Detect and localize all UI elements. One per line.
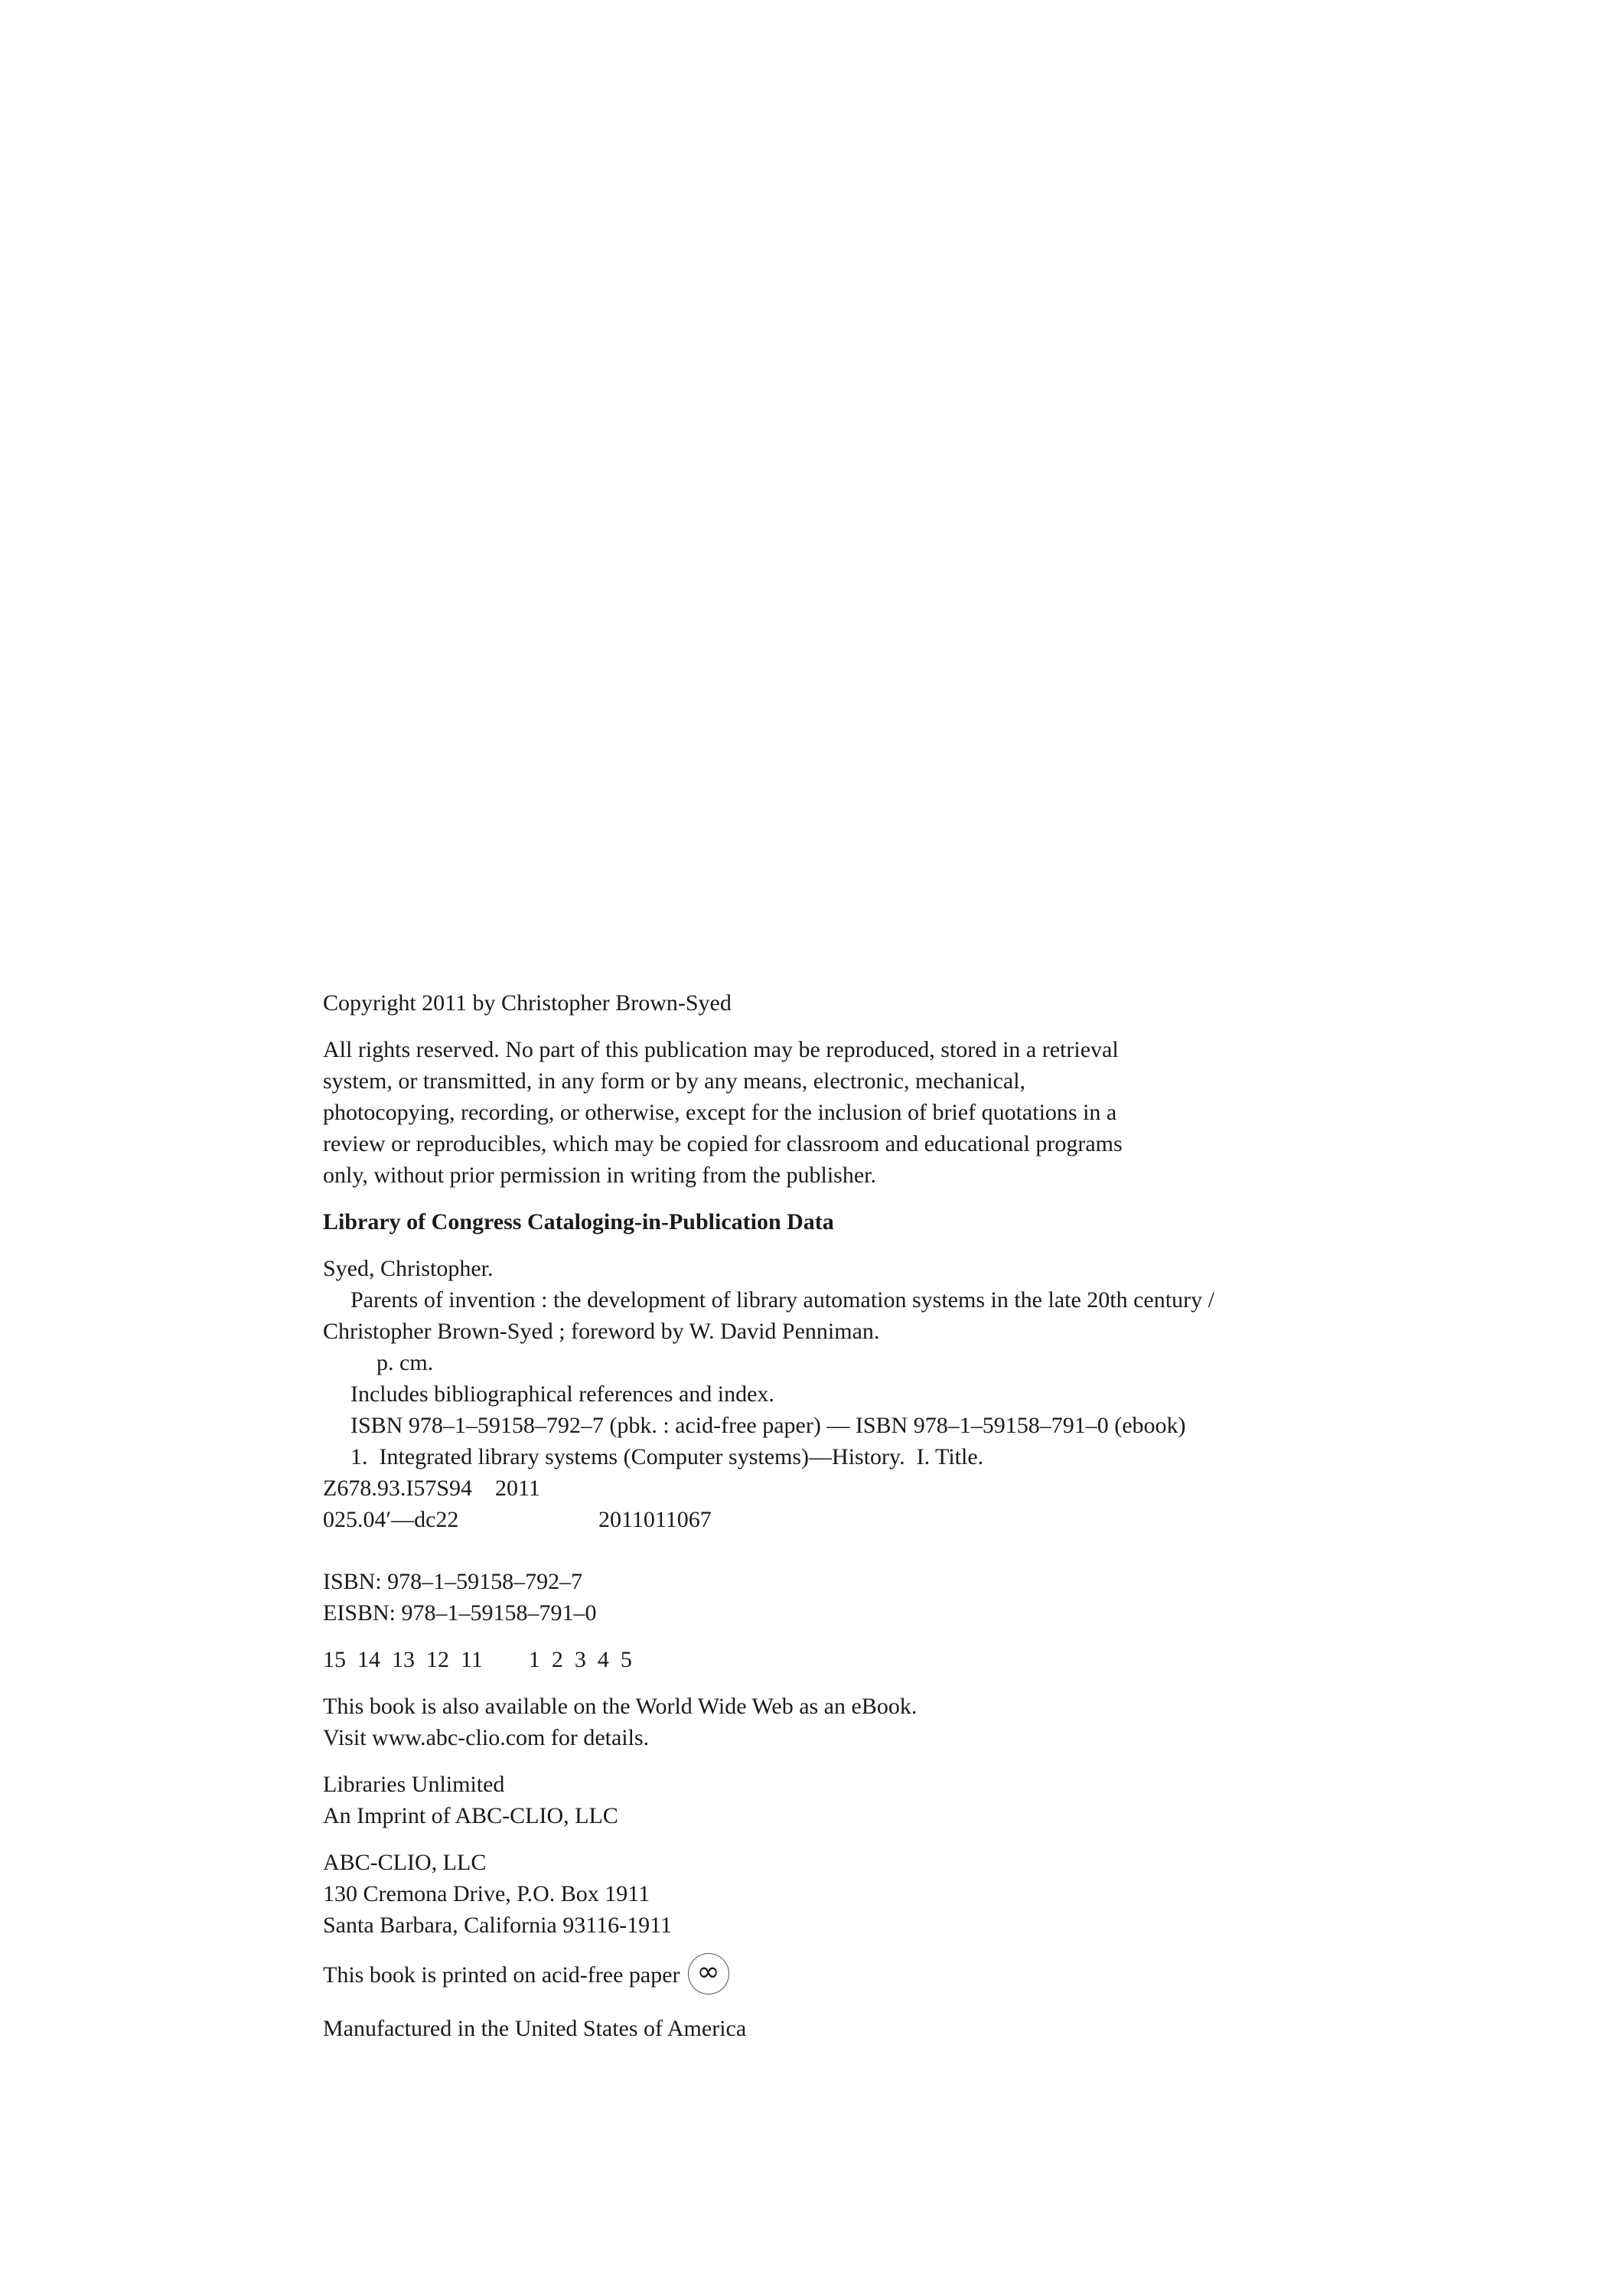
cip-isbn: ISBN 978–1–59158–792–7 (pbk. : acid-free paper) — ISBN 978–1–59158–791–0 (ebook) (350, 1413, 1186, 1438)
rights-line: only, without prior permission in writing from the publisher. (323, 1163, 876, 1188)
imprint-parent: An Imprint of ABC-CLIO, LLC (323, 1803, 618, 1828)
cip-author: Syed, Christopher. (323, 1256, 494, 1281)
publisher-city: Santa Barbara, California 93116-1911 (323, 1913, 672, 1938)
rights-line: review or reproducibles, which may be copied for classroom and educational programs (323, 1131, 1123, 1156)
imprint-name: Libraries Unlimited (323, 1772, 505, 1797)
cip-classification-row (323, 1504, 1410, 1535)
ebook-url-note: Visit www.abc-clio.com for details. (323, 1725, 650, 1750)
cip-subject: 1. Integrated library systems (Computer systems)—History. I. Title. (350, 1444, 984, 1469)
cip-dewey: 025.04′—dc22 (323, 1507, 459, 1532)
acid-free-statement (323, 1956, 1410, 1998)
cip-title-continued: Christopher Brown-Syed ; foreword by W. David Penniman. (323, 1319, 880, 1344)
publisher-name: ABC-CLIO, LLC (323, 1850, 487, 1875)
printing-line: 15 14 13 12 11 1 2 3 4 5 (323, 1647, 632, 1672)
ebook-note: This book is also available on the World Wide Web as an eBook. (323, 1694, 918, 1719)
cip-title: Parents of invention : the development of library automation systems in the late 20th century / (350, 1287, 1214, 1313)
eisbn-line: EISBN: 978–1–59158–791–0 (323, 1600, 597, 1626)
cip-heading: Library of Congress Cataloging-in-Publication Data (323, 1209, 834, 1234)
cip-record (323, 1253, 1410, 1535)
publisher-address: 130 Cremona Drive, P.O. Box 1911 (323, 1881, 650, 1906)
rights-paragraph (323, 1034, 1410, 1191)
infinity-glyph: ∞ (696, 1956, 720, 1988)
rights-line: photocopying, recording, or otherwise, except for the inclusion of brief quotations in a (323, 1100, 1117, 1125)
manufactured-statement: Manufactured in the United States of America (323, 2016, 747, 2041)
cip-lc-call-number: Z678.93.I57S94 2011 (323, 1476, 540, 1501)
infinity-icon (688, 1953, 729, 1994)
copyright-page (323, 987, 1410, 2044)
isbn-line: ISBN: 978–1–59158–792–7 (323, 1569, 583, 1594)
cip-pages: p. cm. (376, 1350, 434, 1375)
rights-line: All rights reserved. No part of this publication may be reproduced, stored in a retrieval (323, 1037, 1119, 1062)
copyright-line: Copyright 2011 by Christopher Brown-Syed (323, 990, 732, 1016)
cip-lccn: 2011011067 (598, 1507, 712, 1532)
cip-includes: Includes bibliographical references and index. (350, 1381, 774, 1407)
rights-line: system, or transmitted, in any form or by any means, electronic, mechanical, (323, 1068, 1026, 1094)
acid-free-text: This book is printed on acid-free paper (323, 1962, 680, 1988)
